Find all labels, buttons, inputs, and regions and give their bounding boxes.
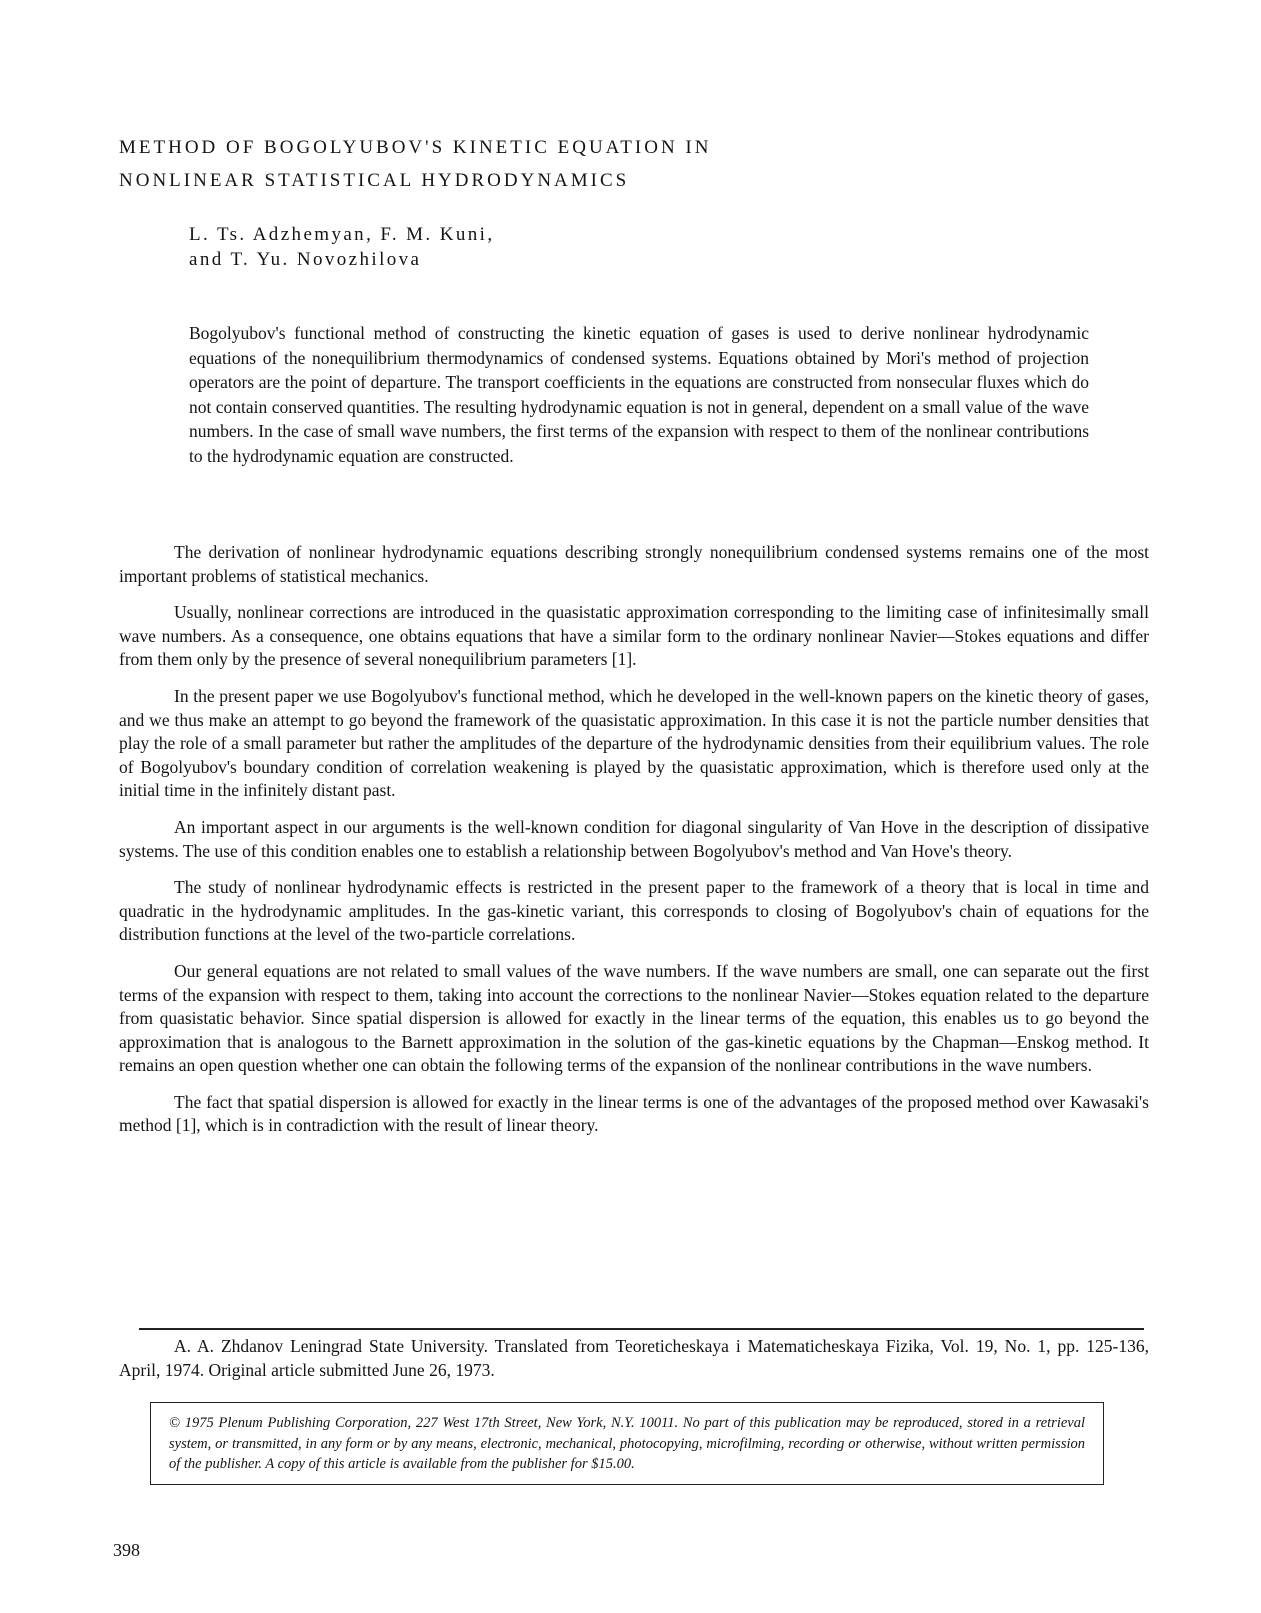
body-paragraph: Usually, nonlinear corrections are introduced in the quasistatic approximation corresponding to the limiting case of infinitesimally small wave numbers. As a consequence, one obtains equations that have a similar form to the ordinary nonlinear Navier—Stokes equations and differ from them only by the presence of several nonequilibrium parameters [1]. xyxy=(119,602,1149,670)
article-title xyxy=(119,131,711,197)
body-paragraph: The derivation of nonlinear hydrodynamic equations describing strongly nonequilibrium condensed systems remains one of the most important problems of statistical mechanics. xyxy=(119,542,1149,586)
author-list xyxy=(189,222,494,272)
page-number: 398 xyxy=(113,1540,140,1560)
body-paragraph: The study of nonlinear hydrodynamic effects is restricted in the present paper to the framework of a theory that is local in time and quadratic in the hydrodynamic amplitudes. In the gas-kinetic variant, this corresponds to closing of Bogolyubov's chain of equations for the distribution functions at the level of the two-particle correlations. xyxy=(119,877,1149,945)
title-line-2: NONLINEAR STATISTICAL HYDRODYNAMICS xyxy=(119,170,630,191)
affiliation-footnote: A. A. Zhdanov Leningrad State University. Translated from Teoreticheskaya i Matematicheskaya Fizika, Vol. 19, No. 1, pp. 125-136, April, 1974. Original article submitted June 26, 1973. xyxy=(119,1336,1149,1380)
title-line-1: METHOD OF BOGOLYUBOV'S KINETIC EQUATION IN xyxy=(119,137,712,158)
body-paragraph: Our general equations are not related to small values of the wave numbers. If the wave numbers are small, one can separate out the first terms of the expansion with respect to them, taking into account the corrections to the nonlinear Navier—Stokes equation related to the departure from quasistatic behavior. Since spatial dispersion is allowed for exactly in the linear terms of the equation, this enables us to go beyond the approximation that is analogous to the Barnett approximation in the solution of the gas-kinetic equations by the Chapman—Enskog method. It remains an open question whether one can obtain the following terms of the expansion of the nonlinear contributions in the wave numbers. xyxy=(119,960,1149,1076)
body-paragraph: The fact that spatial dispersion is allowed for exactly in the linear terms is one of the advantages of the proposed method over Kawasaki's method [1], which is in contradiction with the result of linear theory. xyxy=(119,1091,1149,1136)
authors-line-2: and T. Yu. Novozhilova xyxy=(189,249,422,270)
authors-line-1: L. Ts. Adzhemyan, F. M. Kuni, xyxy=(189,224,495,245)
body-text xyxy=(119,541,1149,1151)
abstract: Bogolyubov's functional method of constructing the kinetic equation of gases is used to derive nonlinear hydrodynamic equations of the nonequilibrium thermodynamics of condensed systems. Equations obtained by Mori's method of projection operators are the point of departure. The transport coefficients in the equations are constructed from nonsecular fluxes which do not contain conserved quantities. The resulting hydrodynamic equation is not in general, dependent on a small value of the wave numbers. In the case of small wave numbers, the first terms of the expansion with respect to them of the nonlinear contributions to the hydrodynamic equation are constructed. xyxy=(189,323,1089,466)
copyright-notice: © 1975 Plenum Publishing Corporation, 227 West 17th Street, New York, N.Y. 10011. No part of this publication may be reproduced, stored in a retrieval system, or transmitted, in any form or by any means, electronic, mechanical, photocopying, microfilming, recording or otherwise, without written permission of the publisher. A copy of this article is available from the publisher for $15.00. xyxy=(150,1402,1104,1485)
footnote-divider xyxy=(139,1328,1144,1330)
body-paragraph: In the present paper we use Bogolyubov's functional method, which he developed in the well-known papers on the kinetic theory of gases, and we thus make an attempt to go beyond the framework of the quasistatic approximation. In this case it is not the particle number densities that play the role of a small parameter but rather the amplitudes of the departure of the hydrodynamic densities from their equilibrium values. The role of Bogolyubov's boundary condition of correlation weakening is played by the quasistatic approximation, which is therefore used only at the initial time in the infinitely distant past. xyxy=(119,685,1149,801)
body-paragraph: An important aspect in our arguments is the well-known condition for diagonal singularity of Van Hove in the description of dissipative systems. The use of this condition enables one to establish a relationship between Bogolyubov's method and Van Hove's theory. xyxy=(119,816,1149,861)
